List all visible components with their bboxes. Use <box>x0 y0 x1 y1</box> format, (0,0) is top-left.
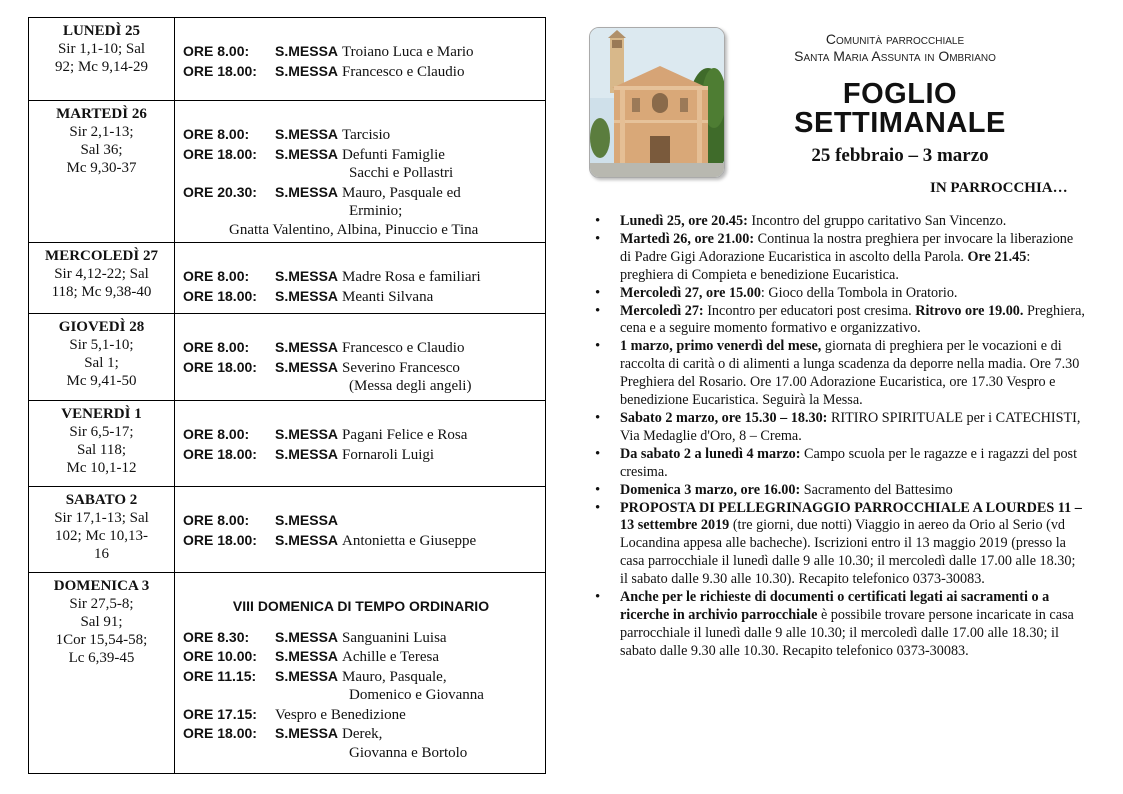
mass-intention: Mauro, Pasquale, <box>342 668 447 685</box>
mass-label: S.MESSA <box>275 183 339 200</box>
readings-line: Sir 17,1-13; Sal <box>54 510 149 526</box>
notice-text: Campo scuola per le ragazze e i ragazzi del post cresima. <box>620 445 1078 480</box>
notice-heading: Anche per le richieste di documenti o certificati legati ai sacramenti o a ricerche in archivio parrocchiale <box>620 589 1050 623</box>
masses-cell <box>175 487 546 573</box>
notice-heading-2: Ore 21.45 <box>967 248 1027 265</box>
mass-intention-continued: Giovanna e Bortolo <box>349 744 468 761</box>
mass-label: S.MESSA <box>275 628 339 645</box>
day-name: VENERDÌ 1 <box>61 406 142 422</box>
mass-entry <box>183 445 539 465</box>
mass-time: ORE 17.15: <box>183 705 257 722</box>
schedule-row <box>29 243 546 314</box>
mass-intention: Tarcisio <box>342 127 391 143</box>
mass-entry <box>183 358 539 378</box>
mass-label: S.MESSA <box>275 426 339 442</box>
mass-label: S.MESSA <box>275 43 339 59</box>
mass-label: S.MESSA <box>275 531 339 548</box>
mass-entry <box>183 531 539 551</box>
readings-line: Sir 2,1-13; <box>69 124 134 140</box>
mass-entry <box>183 267 539 287</box>
mass-entry <box>183 647 539 667</box>
mass-time: ORE 10.00: <box>183 648 257 664</box>
mass-entry <box>183 425 539 445</box>
day-cell <box>29 243 175 314</box>
notice-text: giornata di preghiera per le vocazioni e di raccolta di carità o di alimenti a lunga scadenza da deporre nella madia. Ore 7.30 Preghiera del Rosario. Ore 17.00 Adorazione Eucaristica, ore 17.30 Vespro e benedizione Eucaristica. Seguirà la Messa. <box>620 338 1080 409</box>
mass-intention: Fornaroli Luigi <box>342 446 435 463</box>
day-name: LUNEDÌ 25 <box>62 23 141 39</box>
masses-cell <box>175 314 546 401</box>
mass-time: ORE 8.00: <box>183 126 250 142</box>
notice-heading: Mercoledì 27, ore 15.00 <box>620 284 761 301</box>
readings-line: 118; Mc 9,38-40 <box>51 284 152 300</box>
mass-label: S.MESSA <box>275 145 339 162</box>
mass-entry <box>183 511 539 531</box>
mass-intention: Antonietta e Giuseppe <box>342 532 477 549</box>
mass-entry <box>183 724 539 744</box>
notice-heading: Martedì 26, ore 21.00: <box>620 230 755 247</box>
mass-intention: Achille e Teresa <box>342 649 439 665</box>
mass-intention-continued: Gnatta Valentino, Albina, Pinuccio e Tina <box>229 221 479 238</box>
notice-text: Continua la nostra preghiera per invocare la liberazione di Padre Gigi Adorazione Eucaristica in ascolto della Parola. <box>620 230 1074 265</box>
readings-line: 16 <box>94 546 109 562</box>
schedule-row <box>29 487 546 573</box>
notice-heading: Lunedì 25, ore 20.45: <box>620 213 748 229</box>
mass-label: S.MESSA <box>275 445 339 462</box>
notice-text: Incontro per educatori post cresima. <box>703 302 916 319</box>
readings-line: Sal 36; <box>80 142 123 158</box>
mass-entry <box>183 145 539 165</box>
mass-label: S.MESSA <box>275 287 339 304</box>
notice-text: RITIRO SPIRITUALE per i CATECHISTI, Via Medaglie d'Oro, 8 – Crema. <box>620 409 1081 444</box>
mass-time: ORE 18.00: <box>183 531 257 548</box>
mass-intention: Pagani Felice e Rosa <box>342 427 468 443</box>
mass-time: ORE 18.00: <box>183 358 257 375</box>
schedule-row <box>29 314 546 401</box>
notice-text: Sacramento del Battesimo <box>800 481 953 498</box>
mass-entry <box>183 338 539 358</box>
notice-heading-2: Ritrovo ore 19.00. <box>915 302 1024 319</box>
day-cell <box>29 573 175 774</box>
readings-line: Sal 118; <box>76 442 127 458</box>
notice-text: Incontro del gruppo caritativo San Vincenzo. <box>747 213 1007 229</box>
mass-intention: Meanti Silvana <box>342 288 434 305</box>
masses-cell <box>175 101 546 243</box>
mass-time: ORE 8.00: <box>183 43 250 59</box>
mass-entry <box>183 628 539 648</box>
mass-time: ORE 8.30: <box>183 628 250 645</box>
mass-intention-continued: Domenico e Giovanna <box>349 687 484 703</box>
notice-text: (tre giorni, due notti) Viaggio in aereo da Orio al Serio (vd Locandina appesa alle bacheche). Iscrizioni entro il 13 maggio 2019 (presso la casa parrocchiale il lunedì dalle 9 alle 10.30; il mercoledì dalle 17.00 alle 18.30; il sabato dalle 9.30 alle 10.30). Recapito telefonico 0373-30083. <box>620 517 1076 588</box>
mass-label: S.MESSA <box>275 268 339 284</box>
masses-cell <box>175 18 546 101</box>
mass-intention: Francesco e Claudio <box>342 340 465 356</box>
mass-entry <box>183 705 539 725</box>
title-line-2: SETTIMANALE <box>794 107 1006 139</box>
mass-intention-continued: Erminio; <box>349 203 403 219</box>
mass-intention: Derek, <box>342 726 383 742</box>
masses-cell <box>175 401 546 487</box>
notice-item <box>595 482 1085 500</box>
mass-label: S.MESSA <box>275 648 339 664</box>
masses-cell <box>175 243 546 314</box>
mass-time: ORE 8.00: <box>183 426 250 442</box>
section-heading: IN PARROCCHIA… <box>930 180 1068 196</box>
notice-item <box>595 338 1085 410</box>
readings-line: Mc 10,1-12 <box>66 460 137 476</box>
mass-intention-continued: (Messa degli angeli) <box>349 378 472 394</box>
mass-time: ORE 8.00: <box>183 268 250 284</box>
day-cell <box>29 487 175 573</box>
mass-schedule-table <box>28 17 546 774</box>
mass-time: ORE 8.00: <box>183 339 250 355</box>
mass-label: S.MESSA <box>275 667 339 684</box>
mass-intention: Severino Francesco <box>342 359 460 376</box>
readings-line: Sal 91; <box>80 614 123 630</box>
readings-line: Sir 27,5-8; <box>69 596 134 612</box>
notice-item <box>595 285 1085 303</box>
community-header <box>740 31 1050 65</box>
notice-heading: PROPOSTA DI PELLEGRINAGGIO PARROCCHIALE A LOURDES 11 – 13 settembre 2019 <box>620 499 1082 534</box>
mass-label: S.MESSA <box>275 339 339 355</box>
mass-entry <box>183 667 539 687</box>
notice-item <box>595 231 1085 285</box>
title-line-1: FOGLIO <box>842 78 958 110</box>
mass-label: S.MESSA <box>275 126 339 142</box>
readings-line: 102; Mc 10,13- <box>55 528 148 544</box>
mass-intention: Sanguanini Luisa <box>342 629 447 646</box>
mass-intention: Vespro e Benedizione <box>275 706 406 723</box>
mass-label: S.MESSA <box>275 725 339 741</box>
mass-intention: Troiano Luca e Mario <box>342 44 474 60</box>
masses-cell <box>175 573 546 774</box>
mass-intention: Francesco e Claudio <box>342 63 465 80</box>
mass-entry <box>183 62 539 82</box>
readings-line: Sir 1,1-10; Sal <box>57 41 146 57</box>
notice-item <box>595 589 1085 661</box>
mass-time: ORE 18.00: <box>183 287 257 304</box>
community-line-1: Comunità parrocchiale <box>825 31 965 47</box>
mass-time: ORE 18.00: <box>183 725 257 741</box>
notice-item <box>595 410 1085 446</box>
notice-item <box>595 303 1085 339</box>
readings-line: Sal 1; <box>84 355 119 371</box>
mass-intention: Mauro, Pasquale ed <box>342 184 461 201</box>
readings-line: Lc 6,39-45 <box>68 650 135 666</box>
notice-item <box>595 446 1085 482</box>
notice-heading: 1 marzo, primo venerdì del mese, <box>620 338 822 355</box>
readings-line: Mc 9,41-50 <box>66 373 137 389</box>
schedule-row <box>29 18 546 101</box>
notice-text: : Gioco della Tombola in Oratorio. <box>760 284 958 301</box>
schedule-row <box>29 101 546 243</box>
liturgy-title: VIII DOMENICA DI TEMPO ORDINARIO <box>232 598 490 614</box>
mass-intention-continued: Sacchi e Pollastri <box>349 165 454 181</box>
day-name: MERCOLEDÌ 27 <box>45 248 158 264</box>
day-cell <box>29 101 175 243</box>
notices-list <box>595 213 1085 661</box>
mass-intention: Madre Rosa e familiari <box>342 269 481 285</box>
newsletter-title <box>760 80 1040 138</box>
day-cell <box>29 18 175 101</box>
mass-time: ORE 8.00: <box>183 512 250 528</box>
mass-intention: Defunti Famiglie <box>342 146 445 163</box>
mass-time: ORE 18.00: <box>183 62 257 79</box>
notice-heading: Mercoledì 27: <box>620 302 704 319</box>
readings-line: Mc 9,30-37 <box>66 160 137 176</box>
schedule-row <box>29 401 546 487</box>
notice-text-2: Preghiera, cena e a seguire momento formativo e organizzativo. <box>620 302 1085 337</box>
day-name: GIOVEDÌ 28 <box>58 319 145 335</box>
readings-line: Sir 4,12-22; Sal <box>54 266 149 282</box>
notice-item <box>595 213 1085 231</box>
notice-heading: Domenica 3 marzo, ore 16.00: <box>620 481 801 498</box>
mass-time: ORE 18.00: <box>183 445 257 462</box>
mass-label: S.MESSA <box>275 512 339 528</box>
readings-line: 92; Mc 9,14-29 <box>55 59 148 75</box>
notice-heading: Sabato 2 marzo, ore 15.30 – 18.30: <box>620 409 828 426</box>
day-cell <box>29 314 175 401</box>
mass-time: ORE 11.15: <box>183 667 257 684</box>
community-line-2: Santa Maria Assunta in Ombriano <box>794 48 996 64</box>
day-cell <box>29 401 175 487</box>
mass-entry <box>183 125 539 145</box>
notice-text-2: : preghiera di Compieta e benedizione Eucaristica. <box>620 248 1031 283</box>
mass-label: S.MESSA <box>275 358 339 375</box>
schedule-row <box>29 573 546 774</box>
day-name: SABATO 2 <box>65 492 138 508</box>
readings-line: 1Cor 15,54-58; <box>55 632 148 648</box>
mass-entry <box>183 42 539 62</box>
mass-entry <box>183 183 539 203</box>
church-photo <box>589 27 725 178</box>
mass-time: ORE 18.00: <box>183 145 257 162</box>
readings-line: Sir 6,5-17; <box>69 424 134 440</box>
day-name: MARTEDÌ 26 <box>56 106 147 122</box>
notice-heading: Da sabato 2 a lunedì 4 marzo: <box>620 445 801 462</box>
readings-line: Sir 5,1-10; <box>69 337 134 353</box>
day-name: DOMENICA 3 <box>53 578 150 594</box>
mass-label: S.MESSA <box>275 62 339 79</box>
date-range: 25 febbraio – 3 marzo <box>811 145 989 166</box>
mass-time: ORE 20.30: <box>183 183 257 200</box>
mass-entry <box>183 287 539 307</box>
notice-item <box>595 500 1085 590</box>
notice-text: è possibile trovare persone incaricate in casa parrocchiale il lunedì dalle 9 alle 10.30; il mercoledì dalle 17.00 alle 18.30; il sabato dalle 9.30 alle 10.30. Recapito telefonico 0373-30083. <box>620 606 1074 659</box>
